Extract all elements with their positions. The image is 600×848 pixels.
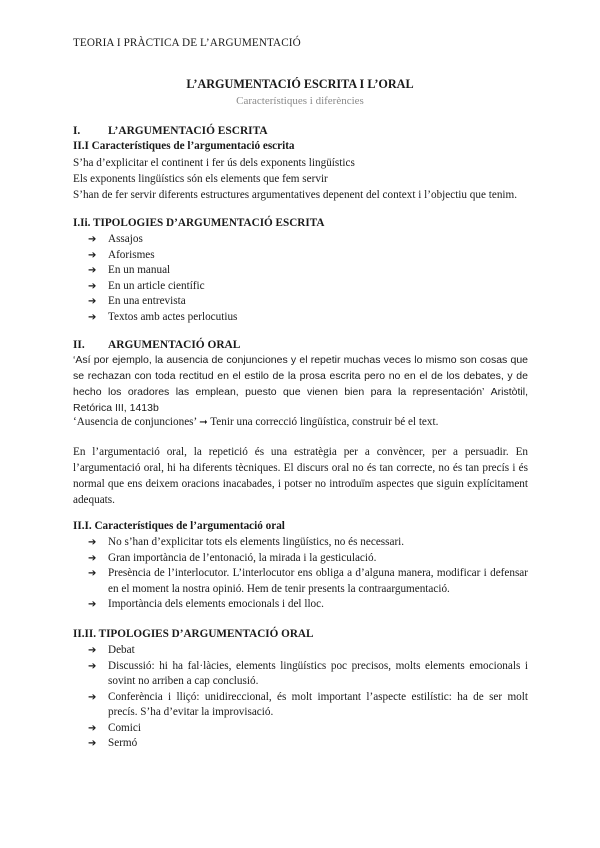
text-line: S’han de fer servir diferents estructures argumentatives depenent del context i l’objectiu que tenim.	[73, 189, 518, 201]
right-arrow-icon: ➔	[88, 599, 97, 610]
list-item: ➔ En una entrevista	[88, 294, 528, 310]
quote-text: ‘Así por ejemplo, la ausencia de conjunciones y el repetir muchas veces lo mismo son cosas que se rechazan con toda rectitud en el estilo de la prosa escrita pero no en el de los debates, y de hecho los oradores las emplean, puesto que vienen bien para la representación’	[73, 354, 528, 398]
subsection-heading-oral-characteristics: II.I. Característiques de l’argumentació oral	[73, 520, 285, 532]
section-number: I.	[73, 125, 81, 137]
section-title: ARGUMENTACIÓ ORAL	[108, 339, 241, 351]
document-title: L’ARGUMENTACIÓ ESCRITA I L’ORAL	[186, 77, 414, 91]
list-item: ➔ Presència de l’interlocutor. L’interlocutor ens obliga a d’alguna manera, modificar i defensar en el moment la nostra opinió. Hem de tenir presents la contraargumentació.	[88, 567, 528, 595]
right-arrow-icon: ➔	[88, 552, 97, 564]
oral-paragraph: En l’argumentació oral, la repetició és una estratègia per a convèncer, per a persuadir. En l’argumentació oral, hi ha diferents tècniques. El discurs oral no és tan correcte, no és tan precís i és normal que ens deixem oracions inacabades, i potser no introduïm aspectes que siguin explícitament adequats.	[73, 446, 528, 506]
written-typologies-list	[88, 232, 528, 325]
subsection-heading-oral-typologies: II.II. TIPOLOGIES D’ARGUMENTACIÓ ORAL	[73, 628, 314, 640]
section-title: L’ARGUMENTACIÓ ESCRITA	[108, 125, 268, 137]
right-arrow-icon: ➔	[88, 645, 97, 656]
list-item: ➔ Importància dels elements emocionals i del lloc.	[88, 597, 528, 613]
list-item: ➔ Gran importància de l’entonació, la mirada i la gesticulació.	[88, 551, 528, 567]
note-term: ‘Ausencia de conjunciones’	[73, 416, 197, 428]
list-item: ➔ Aforismes	[88, 248, 528, 264]
arrow-icon: ➞	[199, 417, 208, 428]
list-item: ➔ Conferència i lliçó: unidireccional, és molt important l’aspecte estilístic: ha de ser molt precís. S’ha d’evitar la improvisació.	[88, 690, 528, 718]
list-item: ➔ Assajos	[88, 232, 528, 248]
list-item: ➔ No s’han d’explicitar tots els elements lingüístics, no és necessari.	[88, 535, 528, 551]
document-subtitle: Característiques i diferències	[236, 95, 364, 107]
right-arrow-icon: ➔	[88, 234, 97, 245]
text-line: Els exponents lingüístics són els elements que fem servir	[73, 173, 328, 185]
right-arrow-icon: ➔	[88, 249, 97, 261]
list-item: ➔ En un manual	[88, 263, 528, 279]
right-arrow-icon: ➔	[88, 738, 97, 749]
conjunctions-note	[73, 414, 528, 431]
text-line: S’ha d’explicitar el continent i fer ús dels exponents lingüístics	[73, 157, 355, 169]
section-heading-written	[73, 125, 268, 137]
running-header: TEORIA I PRÀCTICA DE L’ARGUMENTACIÓ	[73, 37, 301, 49]
right-arrow-icon: ➔	[88, 691, 97, 703]
right-arrow-icon: ➔	[88, 280, 97, 292]
right-arrow-icon: ➔	[88, 296, 97, 307]
subsection-heading-written-typologies: I.Ii. TIPOLOGIES D’ARGUMENTACIÓ ESCRITA	[73, 217, 325, 229]
right-arrow-icon: ➔	[88, 265, 97, 276]
right-arrow-icon: ➔	[88, 537, 97, 548]
right-arrow-icon: ➔	[88, 722, 97, 734]
list-item: ➔ Sermó	[88, 736, 528, 752]
list-item: ➔ Discussió: hi ha fal·làcies, elements lingüístics poc precisos, molts elements emocionals i sovint no arriben a cap conclusió.	[88, 659, 528, 687]
list-item: ➔ Debat	[88, 643, 528, 659]
subsection-heading-written-characteristics: II.I Característiques de l’argumentació escrita	[73, 140, 295, 152]
list-item: ➔ En un article científic	[88, 279, 528, 295]
section-heading-oral	[73, 339, 240, 351]
right-arrow-icon: ➔	[88, 311, 97, 323]
oral-typologies-list	[88, 643, 528, 752]
right-arrow-icon: ➔	[88, 568, 97, 579]
list-item: ➔ Textos amb actes perlocutius	[88, 310, 528, 326]
section-number: II.	[73, 339, 85, 351]
quote-source: Aristòtil, Retórica III, 1413b	[73, 386, 529, 414]
aristotle-quote	[73, 352, 528, 416]
oral-characteristics-list	[88, 535, 528, 613]
list-item: ➔ Comici	[88, 721, 528, 737]
right-arrow-icon: ➔	[88, 660, 97, 672]
note-text: Tenir una correcció lingüística, construir bé el text.	[210, 416, 439, 428]
